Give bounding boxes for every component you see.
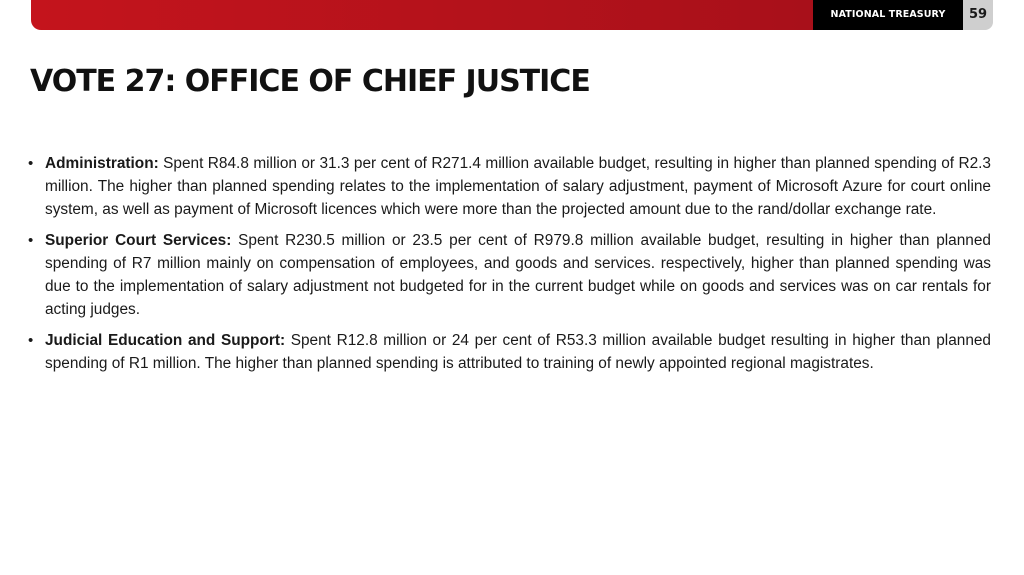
bullet-dot-icon: • xyxy=(28,232,34,249)
bullet-label: Judicial Education and Support: xyxy=(45,332,291,349)
page-number: 59 xyxy=(963,0,993,30)
bullet-list xyxy=(28,152,991,383)
bullet-label: Administration: xyxy=(45,155,164,172)
bullet-dot-icon: • xyxy=(28,155,34,172)
bullet-text: Spent R84.8 million or 31.3 per cent of R271.4 million available budget, resulting in higher than planned spending of R2.3 million. The higher than planned spending relates to the implementation of salary adjustment, payment of Microsoft Azure for court online system, as well as payment of Microsoft licences which were more than the projected amount due to the rand/dollar exchange rate. xyxy=(45,155,991,218)
header-bar xyxy=(31,0,813,30)
slide-title: VOTE 27: OFFICE OF CHIEF JUSTICE xyxy=(30,64,590,99)
bullet-text: Spent R12.8 million or 24 per cent of R53.3 million available budget resulting in higher than planned spending of R1 million. The higher than planned spending is attributed to training of newly appointed regional magistrates. xyxy=(45,332,991,372)
bullet-label: Superior Court Services: xyxy=(45,232,239,249)
bullet-judicial-education xyxy=(28,329,991,375)
bullet-superior-court-services xyxy=(28,229,991,321)
bullet-text: Spent R230.5 million or 23.5 per cent of R979.8 million available budget, resulting in higher than planned spending of R7 million mainly on compensation of employees, and goods and services. respectively, higher than planned spending was due to the implementation of salary adjustment not budgeted for in the current budget while on goods and services was on car rentals for acting judges. xyxy=(45,232,991,318)
bullet-dot-icon: • xyxy=(28,332,34,349)
brand-label: NATIONAL TREASURY xyxy=(813,0,963,30)
bullet-administration xyxy=(28,152,991,221)
